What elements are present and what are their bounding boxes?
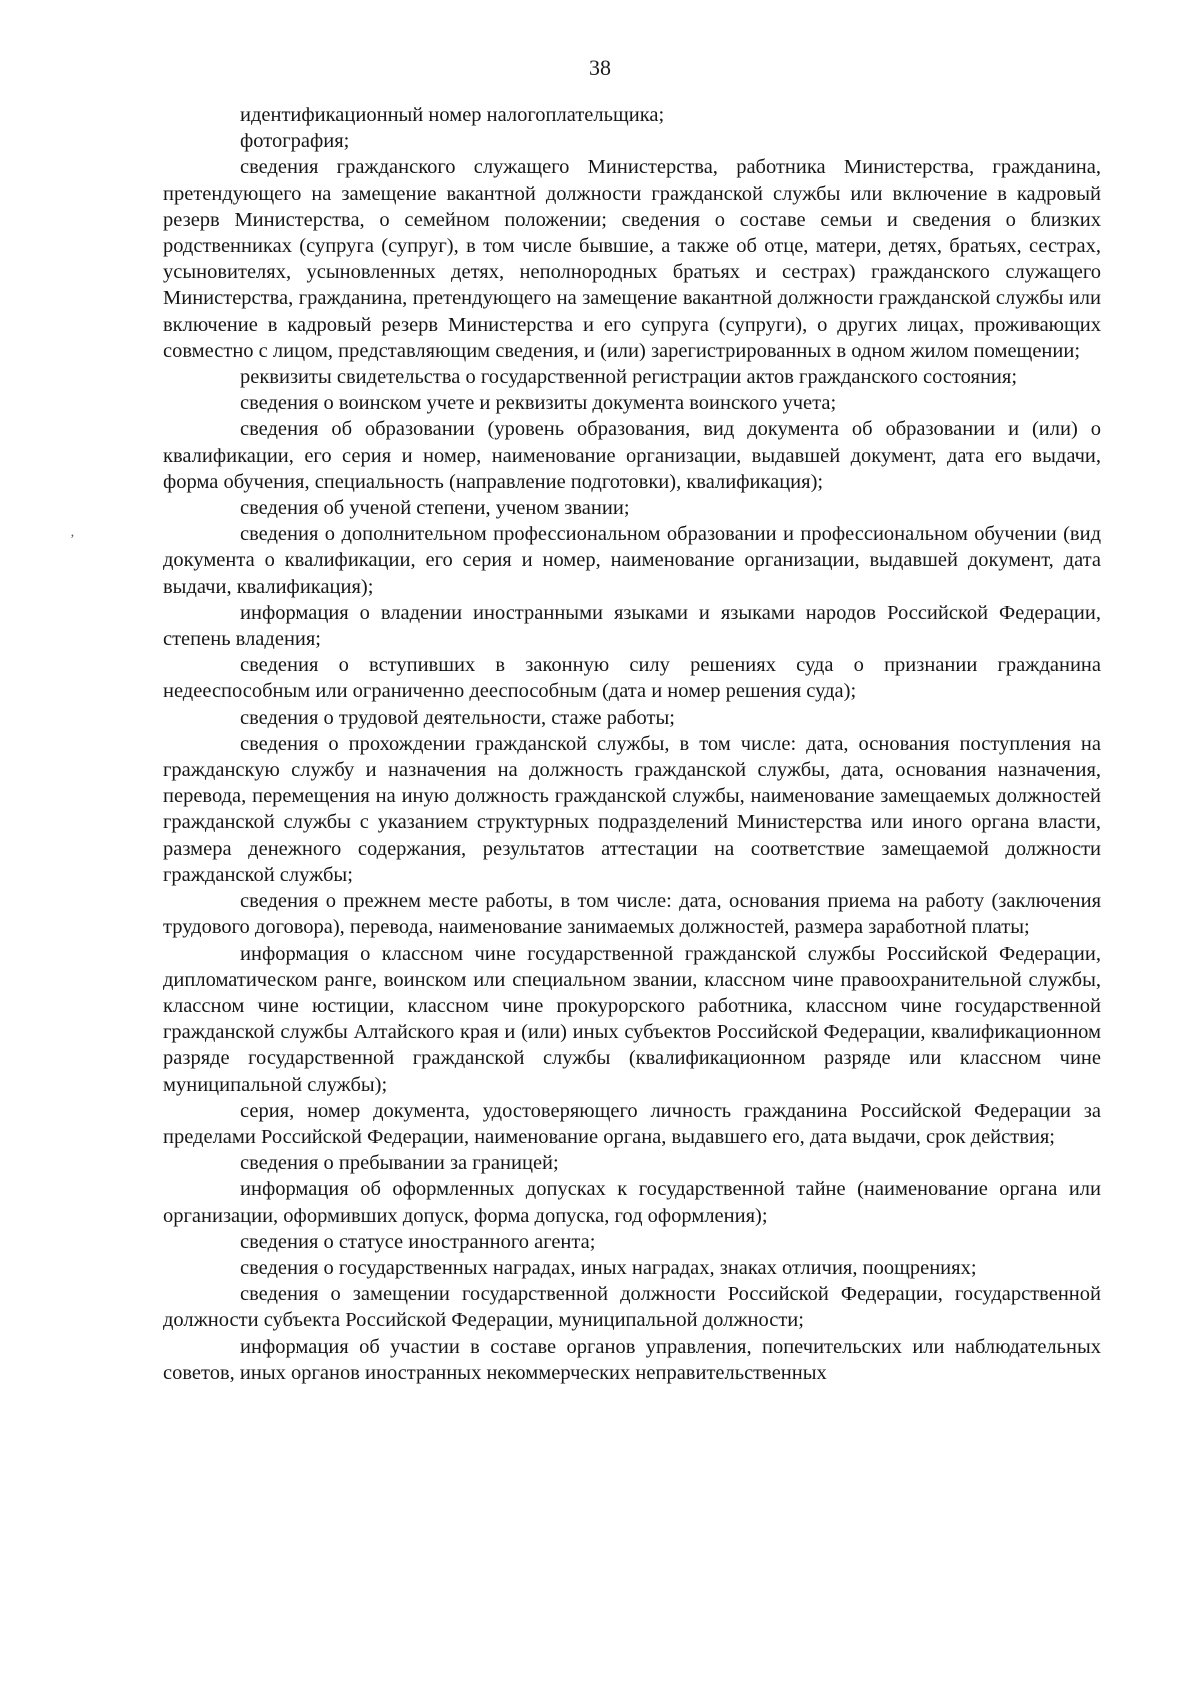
paragraph-awards: сведения о государственных наградах, иных наградах, знаках отличия, поощрениях; — [240, 1256, 977, 1279]
paragraph-previous-job: сведения о прежнем месте работы, в том числе: дата, основания приема на работу (заключения трудового договора), перевода, наименование занимаемых должностей, размера заработной платы; — [163, 890, 1101, 939]
paragraph-state-position: сведения о замещении государственной должности Российской Федерации, государственной должности субъекта Российской Федерации, муниципальной должности; — [163, 1283, 1101, 1332]
paragraph-family-status: сведения гражданского служащего Министерства, работника Министерства, гражданина, претендующего на замещение вакантной должности гражданской службы или включение в кадровый резерв Министерства, о семейном положении; сведения о составе семьи и сведения о близких родственниках (супруга (супруг), в том числе бывшие, а также об отце, матери, детях, братьях, сестрах, усыновителях, усыновленных детях, неполнородных братьях и сестрах) гражданского служащего Министерства, гражданина, претендующего на замещение вакантной должности гражданской службы или включение в кадровый резерв Министерства и его супруга (супруги), о других лицах, проживающих совместно с лицом, представляющим сведения, и (или) зарегистрированных в одном жилом помещении; — [163, 156, 1101, 362]
paragraph-taxpayer-id: идентификационный номер налогоплательщика; — [240, 104, 665, 126]
paragraph-civil-service: сведения о прохождении гражданской службы, в том числе: дата, основания поступления на гражданскую службу и назначения на должность гражданской службы, дата, основания назначения, перевода, перемещения на иную должность гражданской службы, наименование замещаемых должностей гражданской службы с указанием структурных подразделений Министерства или иного органа власти, размера денежного содержания, результатов аттестации на соответствие замещаемой должности гражданской службы; — [163, 732, 1101, 886]
paragraph-photo: фотография; — [240, 130, 350, 153]
paragraph-academic-degree: сведения об ученой степени, ученом звании; — [240, 497, 630, 520]
stray-mark: ‚ — [70, 525, 75, 540]
paragraph-passport: серия, номер документа, удостоверяющего личность гражданина Российской Федерации за пределами Российской Федерации, наименование органа, выдавшего его, дата выдачи, срок действия; — [163, 1099, 1101, 1148]
paragraph-additional-education: сведения о дополнительном профессиональном образовании и профессиональном обучении (вид документа о квалификации, его серия и номер, наименование организации, выдавшей документ, дата выдачи, квалификация); — [163, 523, 1101, 598]
page-number: 38 — [589, 55, 611, 80]
paragraph-court-decisions: сведения о вступивших в законную силу решениях суда о признании гражданина недееспособным или ограниченно дееспособным (дата и номер решения суда); — [163, 654, 1101, 703]
paragraph-class-rank: информация о классном чине государственной гражданской службы Российской Федерации, дипломатическом ранге, воинском или специальном звании, классном чине правоохранительной службы, классном чине юстиции, классном чине прокурорского работника, классном чине государственной гражданской службы Алтайского края и (или) иных субъектов Российской Федерации, квалификационном разряде государственной гражданской службы (квалификационном разряде или классном чине муниципальной службы); — [163, 942, 1101, 1096]
paragraph-foreign-ngo: информация об участии в составе органов управления, попечительских или наблюдательных советов, иных органов иностранных некоммерческих неправительственных — [163, 1335, 1101, 1384]
paragraph-foreign-agent: сведения о статусе иностранного агента; — [240, 1230, 596, 1253]
paragraph-education: сведения об образовании (уровень образования, вид документа об образовании и (или) о квалификации, его серия и номер, наименование организации, выдавшей документ, дата его выдачи, форма обучения, специальность (направление подготовки), квалификация); — [163, 418, 1101, 493]
document-body — [163, 102, 1101, 1386]
paragraph-work-experience: сведения о трудовой деятельности, стаже работы; — [240, 706, 675, 729]
paragraph-civil-registration: реквизиты свидетельства о государственной регистрации актов гражданского состояния; — [240, 366, 1018, 389]
paragraph-abroad: сведения о пребывании за границей; — [240, 1152, 559, 1175]
paragraph-state-secret: информация об оформленных допусках к государственной тайне (наименование органа или организации, оформивших допуск, форма допуска, год оформления); — [163, 1178, 1101, 1227]
paragraph-military-record: сведения о воинском учете и реквизиты документа воинского учета; — [240, 392, 837, 415]
paragraph-languages: информация о владении иностранными языками и языками народов Российской Федерации, степень владения; — [163, 601, 1101, 651]
